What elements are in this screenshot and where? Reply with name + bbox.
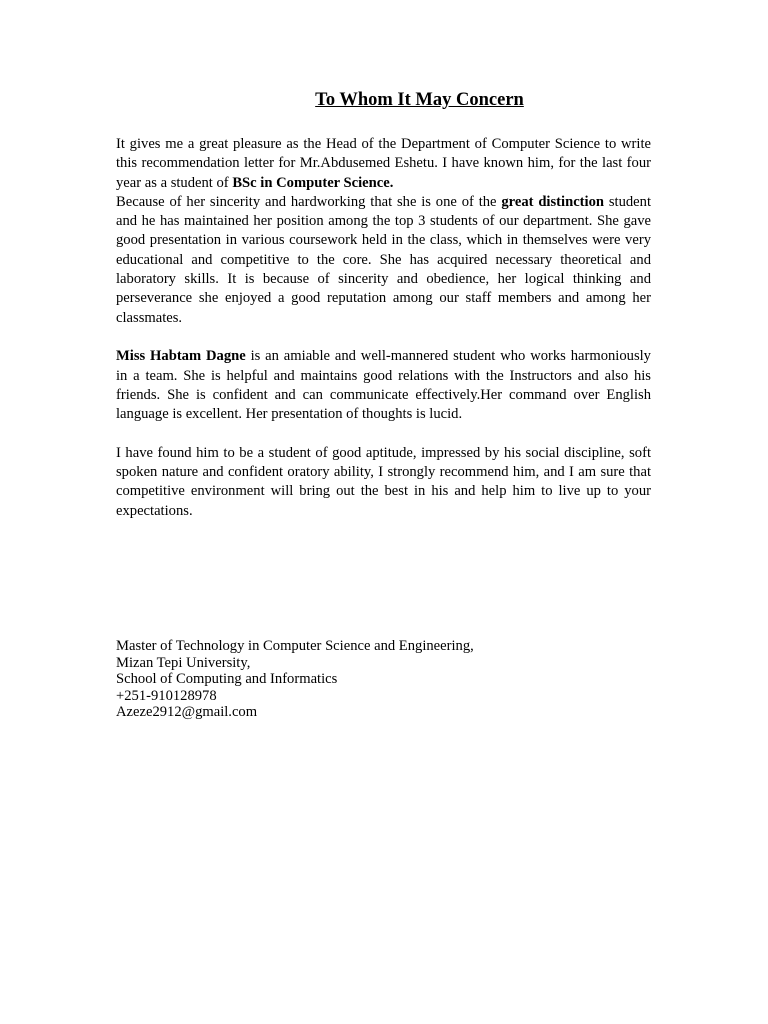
signature-school: School of Computing and Informatics <box>116 671 338 688</box>
signature-block <box>116 638 676 721</box>
signature-degree: Master of Technology in Computer Science and Engineering, <box>116 638 474 654</box>
sincerity-text-rest: student and he has maintained her position among the top 3 students of our department. She gave good presentation in various coursework held in the class, which in themselves were very educational and competitive to the core. She has acquired necessary theoretical and laboratory skills. It is because of sincerity and obedience, her logical thinking and perseverance she enjoyed a good reputation among our staff members and among her classmates. <box>116 193 651 326</box>
signature-phone: +251-910128978 <box>116 687 217 704</box>
intro-period: . <box>389 174 394 191</box>
student-name: Miss Habtam Dagne <box>116 348 246 365</box>
sincerity-text-start: Because of her sincerity and hardworking that she is one of the <box>116 193 502 210</box>
letter-title: To Whom It May Concern <box>315 90 524 110</box>
signature-email: Azeze2912@gmail.com <box>116 704 258 721</box>
signature-university: Mizan Tepi University, <box>116 654 251 671</box>
letter-body <box>116 135 651 521</box>
paragraph-gap <box>116 328 651 347</box>
paragraph-gap <box>116 424 651 443</box>
degree-name: BSc in Computer Science <box>232 174 390 191</box>
paragraph-character <box>116 347 651 424</box>
character-text: is an amiable and well-mannered student who works harmoniously in a team. She is helpful and maintains good relations with the Instructors and also his friends. She is confident and can communicate effectively.Her command over English language is excellent. Her presentation of thoughts is lucid. <box>116 348 651 423</box>
paragraph-intro <box>116 135 651 193</box>
paragraph-recommendation <box>116 444 651 521</box>
paragraph-sincerity <box>116 193 651 328</box>
recommendation-text: I have found him to be a student of good aptitude, impressed by his social discipline, soft spoken nature and confident oratory ability, I strongly recommend him, and I am sure that competitive environment will bring out the best in his and help him to live up to your expectations. <box>116 444 651 519</box>
intro-text: It gives me a great pleasure as the Head of the Department of Computer Science to write this recommendation letter for Mr.Abdusemed Eshetu. I have known him, for the last four year as a student of <box>116 136 651 191</box>
distinction-text: great distinction <box>501 193 605 210</box>
